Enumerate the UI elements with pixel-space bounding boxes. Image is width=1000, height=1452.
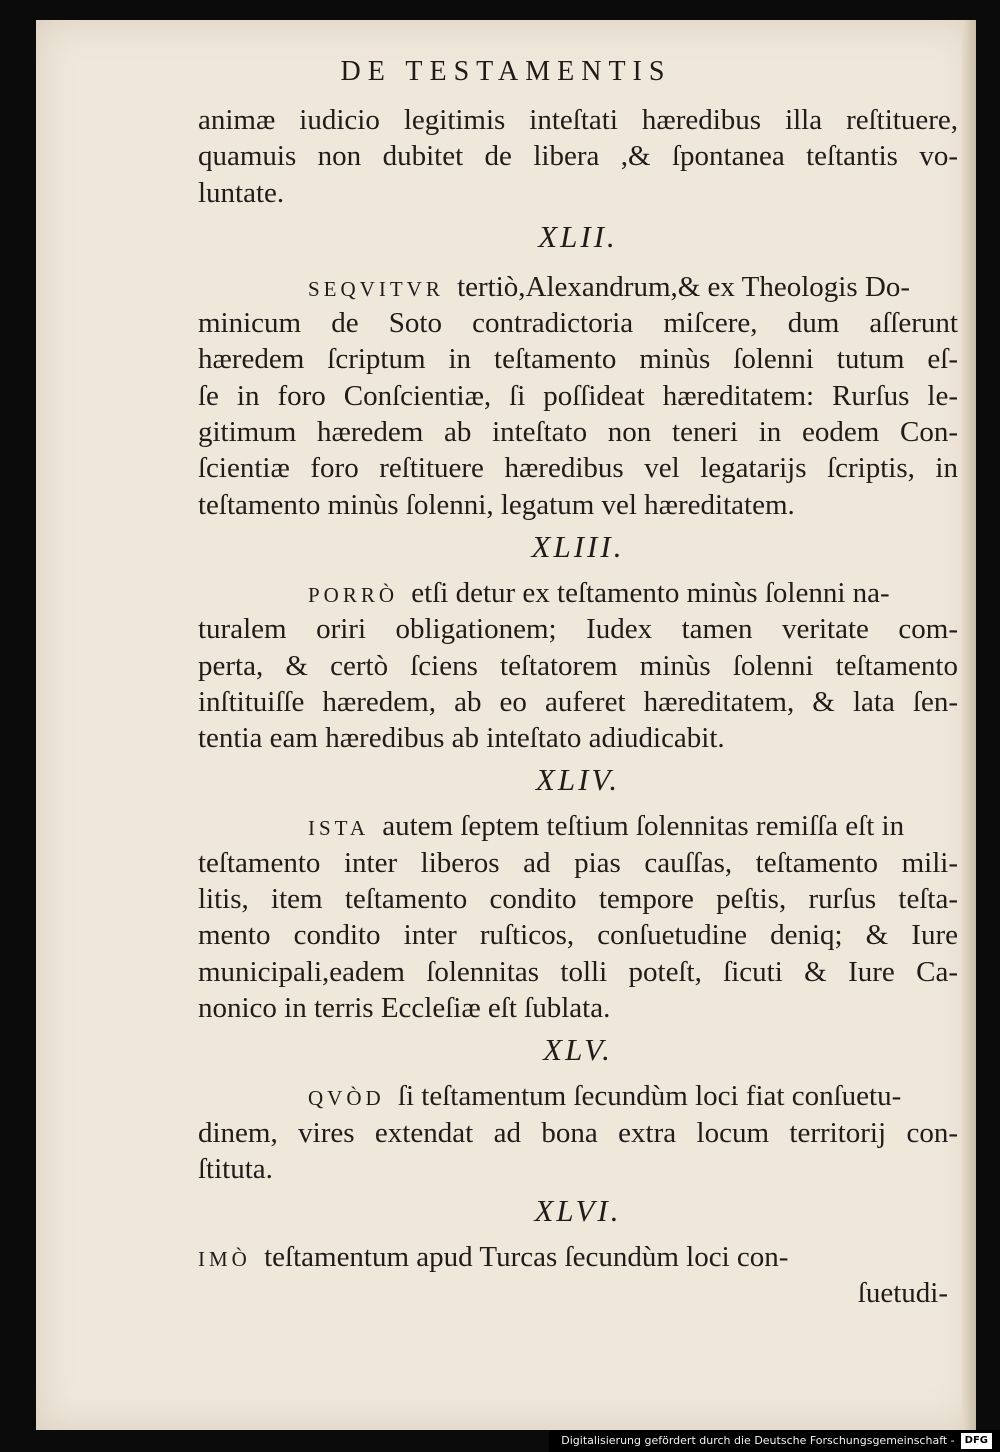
running-head: DE TESTAMENTIS (340, 56, 672, 87)
text-fragment: ſi teſtamentum ſecundùm loci fiat conſuetu- (390, 1080, 902, 1113)
text-line (198, 269, 958, 305)
paragraph (198, 1239, 958, 1312)
text-fragment: tertiò,Alexandrum,& ex Theologis Do- (449, 270, 910, 303)
text-line: turalem oriri obligationem; Iudex tamen veritate com- (198, 613, 958, 646)
section-number: XLIII. (531, 528, 625, 564)
dfg-logo: DFG (961, 1433, 992, 1449)
text-line: minicum de Soto contradictoria miſcere, dum aſſerunt (198, 307, 958, 340)
lead-word: PORRÒ (308, 582, 399, 607)
page-edge (962, 20, 976, 1430)
section-number: XLII. (538, 218, 618, 254)
text-line: ſcientiæ foro reſtituere hæredibus vel legatarijs ſcriptis, in (198, 452, 958, 485)
digitization-credit-bar (549, 1430, 1000, 1452)
paragraph (198, 1078, 958, 1187)
text-line: litis, item teſtamento condito tempore peſtis, rurſus teſta- (198, 883, 958, 916)
text-line: hæredem ſcriptum in teſtamento minùs ſolenni tutum eſ- (198, 343, 958, 376)
text-line: gitimum hæredem ab inteſtato non teneri in eodem Con- (198, 416, 958, 449)
text-line (198, 1078, 958, 1114)
text-fragment: etſi detur ex teſtamento minùs ſolenni na- (404, 576, 890, 609)
text-line (198, 575, 958, 611)
section-number: XLIV. (535, 762, 621, 798)
text-line: luntate. (198, 176, 285, 209)
text-line: municipali,eadem ſolennitas tolli poteſt, ſicuti & Iure Ca- (198, 955, 958, 988)
text-line: tentia eam hæredibus ab inteſtato adiudicabit. (198, 722, 725, 755)
text-line: animæ iudicio legitimis inteſtati hæredibus illa reſtituere, (198, 104, 958, 136)
book-page (36, 20, 976, 1430)
text-fragment: teſtamentum apud Turcas ſecundùm loci con- (256, 1241, 789, 1274)
section-number: XLV. (543, 1032, 613, 1068)
lead-word: ISTA (308, 816, 369, 841)
text-line: perta, & certò ſciens teſtatorem minùs ſolenni teſtamento (198, 649, 958, 682)
lead-word: SEQVITVR (308, 276, 444, 301)
section-number: XLVI. (534, 1193, 622, 1229)
text-line: mento condito inter ruſticos, conſuetudine deniq; & Iure (198, 919, 958, 952)
credit-text: Digitalisierung gefördert durch die Deutsche Forschungsgemeinschaft - (561, 1434, 955, 1447)
page-body (198, 102, 958, 1312)
paragraph (198, 269, 958, 523)
text-line: inſtituiſſe hæredem, ab eo auferet hæreditatem, & lata ſen- (198, 685, 958, 718)
catchword: ſuetudi- (857, 1277, 948, 1310)
paragraph (198, 575, 958, 756)
paragraph (198, 102, 958, 211)
text-line: teſtamento minùs ſolenni, legatum vel hæreditatem. (198, 488, 795, 521)
text-line: nonico in terris Eccleſiæ eſt ſublata. (198, 991, 611, 1024)
lead-word: IMÒ (198, 1247, 251, 1272)
text-line (198, 1239, 958, 1275)
lead-word: QVÒD (308, 1086, 385, 1111)
text-line: quamuis non dubitet de libera ,& ſpontanea teſtantis vo- (198, 140, 958, 173)
text-line: dinem, vires extendat ad bona extra locum territorij con- (198, 1116, 958, 1149)
text-line: ſe in foro Conſcientiæ, ſi poſſideat hæreditatem: Rurſus le- (198, 379, 958, 412)
text-line: ſtituta. (198, 1152, 273, 1185)
paragraph (198, 808, 958, 1026)
text-fragment: autem ſeptem teſtium ſolennitas remiſſa eſt in (374, 810, 905, 843)
text-line (198, 808, 958, 844)
text-line: teſtamento inter liberos ad pias cauſſas, teſtamento mili- (198, 846, 958, 879)
